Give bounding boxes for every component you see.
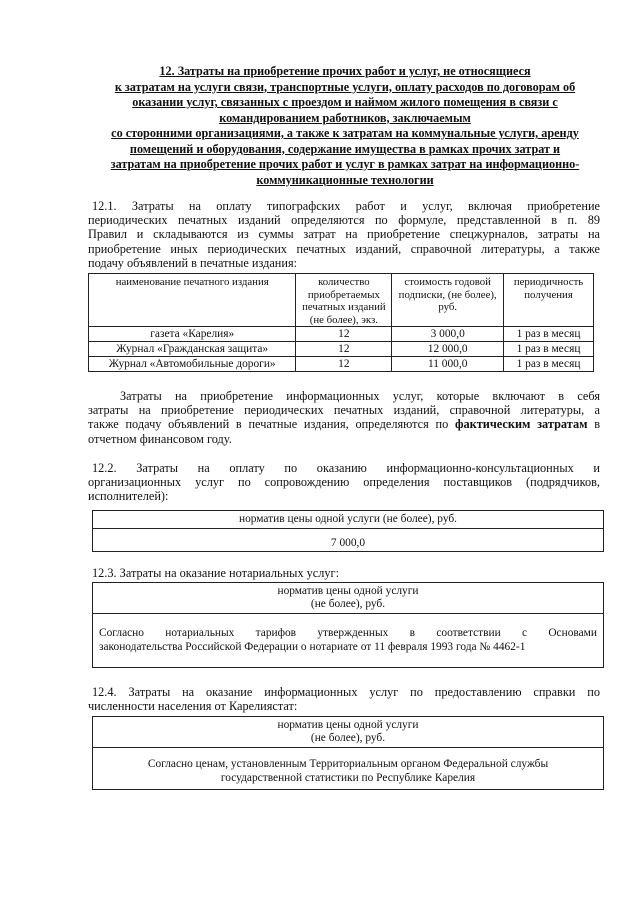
- box-text-line: законодательства Российской Федерации о нотариате от 11 февраля 1993 года № 4462-1: [99, 641, 526, 653]
- text-line: периодических печатных изданий определяются по формуле, представленной в п. 89: [88, 213, 600, 228]
- section-title: [80, 64, 610, 188]
- price-norm-box-12-3: [92, 582, 604, 668]
- paragraph-12-4: [88, 685, 600, 713]
- text-line: организационных услуг по сопровождению определения поставщиков (подрядчиков,: [88, 475, 600, 490]
- box-header: [93, 717, 603, 748]
- emphasis-text: фактическим затратам: [454, 417, 588, 432]
- text-line: 12.3. Затраты на оказание нотариальных услуг:: [92, 566, 340, 580]
- text-line: затраты на приобретение периодических печатных изданий, справочной литературы, а: [88, 403, 600, 418]
- title-line: затратам на приобретение прочих работ и услуг в рамках затрат на информационно-: [110, 157, 580, 171]
- table-row: [89, 327, 594, 342]
- box-body: [93, 748, 603, 785]
- table-row: [89, 357, 594, 372]
- text-fragment: в: [587, 417, 600, 432]
- box-text-line: Согласно нотариальных тарифов утвержденных в соответствии с Основами: [99, 627, 597, 639]
- text-line: 12.2. Затраты на оплату по оказанию информационно-консультационных и: [92, 461, 600, 475]
- box-header: [93, 583, 603, 614]
- table-cell: 1 раз в месяц: [504, 357, 594, 372]
- text-line: численности населения от Карелиястат:: [88, 699, 298, 714]
- table-cell: 12: [296, 327, 392, 342]
- table-cell: Журнал «Автомобильные дороги»: [89, 357, 296, 372]
- title-line: оказании услуг, связанных с проездом и наймом жилого помещения в связи с: [132, 95, 558, 109]
- box-header-line: норматив цены одной услуги: [277, 585, 419, 597]
- paragraph-12-1-continued: [88, 389, 600, 446]
- text-line: Правил и складываются из суммы затрат на приобретение спецжурналов, затраты на: [88, 227, 600, 242]
- price-norm-box-12-2: [92, 510, 604, 552]
- text-line: отчетном финансовом году.: [88, 431, 232, 446]
- table-header-row: [89, 274, 594, 327]
- text-fragment: также подачу объявлений в печатные издания, определяются по: [88, 417, 449, 432]
- periodicals-table: [88, 273, 594, 372]
- title-line: помещений и оборудования, содержание имущества в рамках прочих затрат и: [129, 141, 561, 156]
- table-cell: 11 000,0: [392, 357, 504, 372]
- text-line: подачу объявлений в печатные издания:: [88, 255, 298, 270]
- table-cell: газета «Карелия»: [89, 327, 296, 342]
- text-line: 12.4. Затраты на оказание информационных услуг по предоставлению справки по: [92, 685, 600, 699]
- text-line: Затраты на приобретение информационных услуг, которые включают в себя: [120, 389, 600, 403]
- box-text-line: Согласно ценам, установленным Территориальным органом Федеральной службы: [147, 758, 549, 770]
- text-line: исполнителей):: [88, 489, 169, 504]
- table-cell: 1 раз в месяц: [504, 342, 594, 357]
- title-line: 12. Затраты на приобретение прочих работ и услуг, не относящиеся: [159, 64, 531, 78]
- table-cell: Журнал «Гражданская защита»: [89, 342, 296, 357]
- title-line: со сторонними организациями, а также к затратам на коммунальные услуги, аренду: [111, 126, 579, 140]
- price-norm-box-12-4: [92, 716, 604, 790]
- text-line: [88, 417, 600, 431]
- box-text-line: государственной статистики по Республике Карелия: [220, 772, 476, 784]
- table-cell: 3 000,0: [392, 327, 504, 342]
- box-header-line: (не более), руб.: [310, 732, 386, 744]
- title-line: коммуникационные технологии: [256, 172, 434, 187]
- column-header: периодичность получения: [504, 274, 594, 327]
- title-line: командированием работников, заключаемым: [219, 110, 471, 125]
- table-cell: 12 000,0: [392, 342, 504, 357]
- column-header: наименование печатного издания: [89, 274, 296, 327]
- table-cell: 1 раз в месяц: [504, 327, 594, 342]
- column-header: стоимость годовой подписки, (не более), руб.: [392, 274, 504, 327]
- table-row: [89, 342, 594, 357]
- box-header-line: норматив цены одной услуги: [277, 719, 419, 731]
- box-header-line: (не более), руб.: [310, 598, 386, 610]
- paragraph-12-1: [88, 199, 600, 270]
- box-value: 7 000,0: [330, 537, 366, 549]
- table-cell: 12: [296, 357, 392, 372]
- text-line: приобретение иных периодических печатных изданий, справочной литературы, а также: [88, 241, 600, 256]
- box-header: норматив цены одной услуги (не более), руб.: [93, 511, 603, 529]
- paragraph-12-2: [88, 461, 600, 504]
- box-body: [93, 614, 603, 654]
- column-header: количество приобретаемых печатных изданий (не более), экз.: [296, 274, 392, 327]
- table-cell: 12: [296, 342, 392, 357]
- title-line: к затратам на услуги связи, транспортные услуги, оплату расходов по договорам об: [114, 79, 576, 94]
- paragraph-12-3: [88, 566, 600, 580]
- text-line: 12.1. Затраты на оплату типографских работ и услуг, включая приобретение: [92, 199, 600, 213]
